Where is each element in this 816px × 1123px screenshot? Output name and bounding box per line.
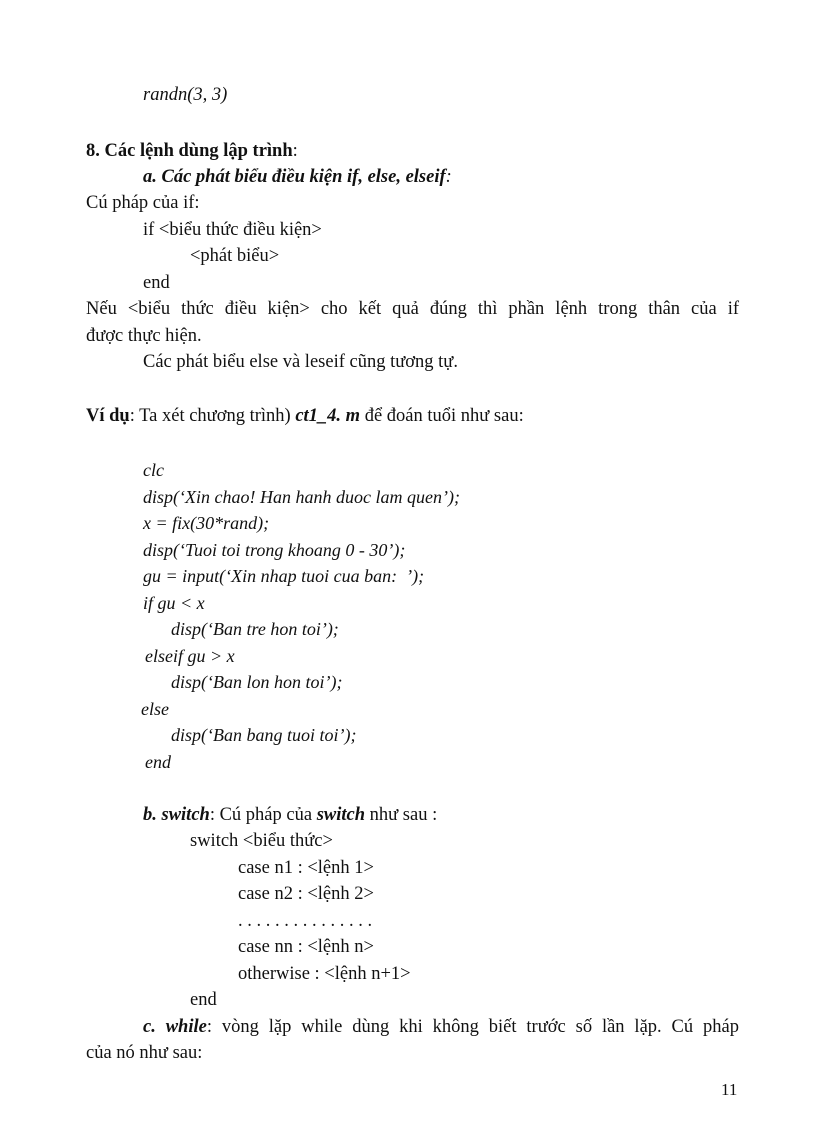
code-line: else: [141, 699, 169, 719]
switch-ellipsis: . . . . . . . . . . . . . . .: [238, 911, 373, 931]
if-syntax-line-3: end: [143, 273, 170, 293]
subsection-b-title: b. switch: [143, 805, 210, 825]
subsection-c-line-2: của nó như sau:: [86, 1043, 203, 1063]
code-line: disp(‘Xin chao! Han hanh duoc lam quen’);: [143, 487, 460, 507]
if-description-line-3: Các phát biểu else và leseif cũng tương tự.: [143, 352, 458, 372]
subsection-c-text-1: : vòng lặp while dùng khi không biết trước số lần lặp. Cú pháp: [206, 1017, 739, 1037]
code-line: disp(‘Ban tre hon toi’);: [171, 619, 339, 639]
code-line: elseif gu > x: [145, 646, 235, 666]
randn-line: randn(3, 3): [143, 85, 228, 105]
switch-case-n: case nn : <lệnh n>: [238, 937, 374, 957]
example-text-1: : Ta xét chương trình): [129, 406, 296, 426]
page-number: 11: [721, 1080, 738, 1099]
example-label: Ví dụ: [86, 406, 130, 426]
subsection-b-text-1: : Cú pháp của: [209, 805, 317, 825]
subsection-a-heading: [143, 168, 452, 187]
subsection-c-line-1: [86, 1018, 739, 1037]
switch-end: end: [190, 990, 217, 1010]
subsection-c-title: c. while: [143, 1017, 207, 1037]
if-description-line-2: được thực hiện.: [86, 326, 202, 346]
subsection-b-heading: [143, 806, 437, 825]
example-text-2: để đoán tuổi như sau:: [360, 406, 524, 426]
example-intro: [86, 407, 524, 426]
code-line: disp(‘Ban bang tuoi toi’);: [171, 725, 357, 745]
switch-line: switch <biểu thức>: [190, 831, 333, 851]
subsection-a-title: a. Các phát biểu điều kiện if, else, elseif: [143, 167, 446, 187]
section-8-title: 8. Các lệnh dùng lập trình: [86, 141, 293, 161]
section-8-heading: [86, 142, 298, 161]
example-file-name: ct1_4. m: [295, 406, 361, 426]
if-description-line-1: Nếu <biểu thức điều kiện> cho kết quả đúng thì phần lệnh trong thân của if: [86, 299, 739, 319]
code-line: x = fix(30*rand);: [143, 513, 270, 533]
code-line: clc: [143, 460, 164, 480]
switch-otherwise: otherwise : <lệnh n+1>: [238, 964, 411, 984]
code-line: disp(‘Ban lon hon toi’);: [171, 672, 343, 692]
code-line: disp(‘Tuoi toi trong khoang 0 - 30’);: [143, 540, 406, 560]
subsection-b-keyword: switch: [316, 805, 366, 825]
if-syntax-intro: Cú pháp của if:: [86, 193, 200, 213]
subsection-b-text-2: như sau :: [365, 805, 438, 825]
code-line: gu = input(‘Xin nhap tuoi cua ban: ’);: [143, 566, 425, 586]
switch-case-2: case n2 : <lệnh 2>: [238, 884, 374, 904]
code-line: if gu < x: [143, 593, 205, 613]
code-line: end: [145, 752, 171, 772]
switch-case-1: case n1 : <lệnh 1>: [238, 858, 374, 878]
if-syntax-line-1: if <biểu thức điều kiện>: [143, 220, 322, 240]
if-syntax-line-2: <phát biểu>: [190, 246, 280, 266]
subsection-a-colon: :: [445, 167, 452, 187]
section-8-colon: :: [292, 141, 298, 161]
